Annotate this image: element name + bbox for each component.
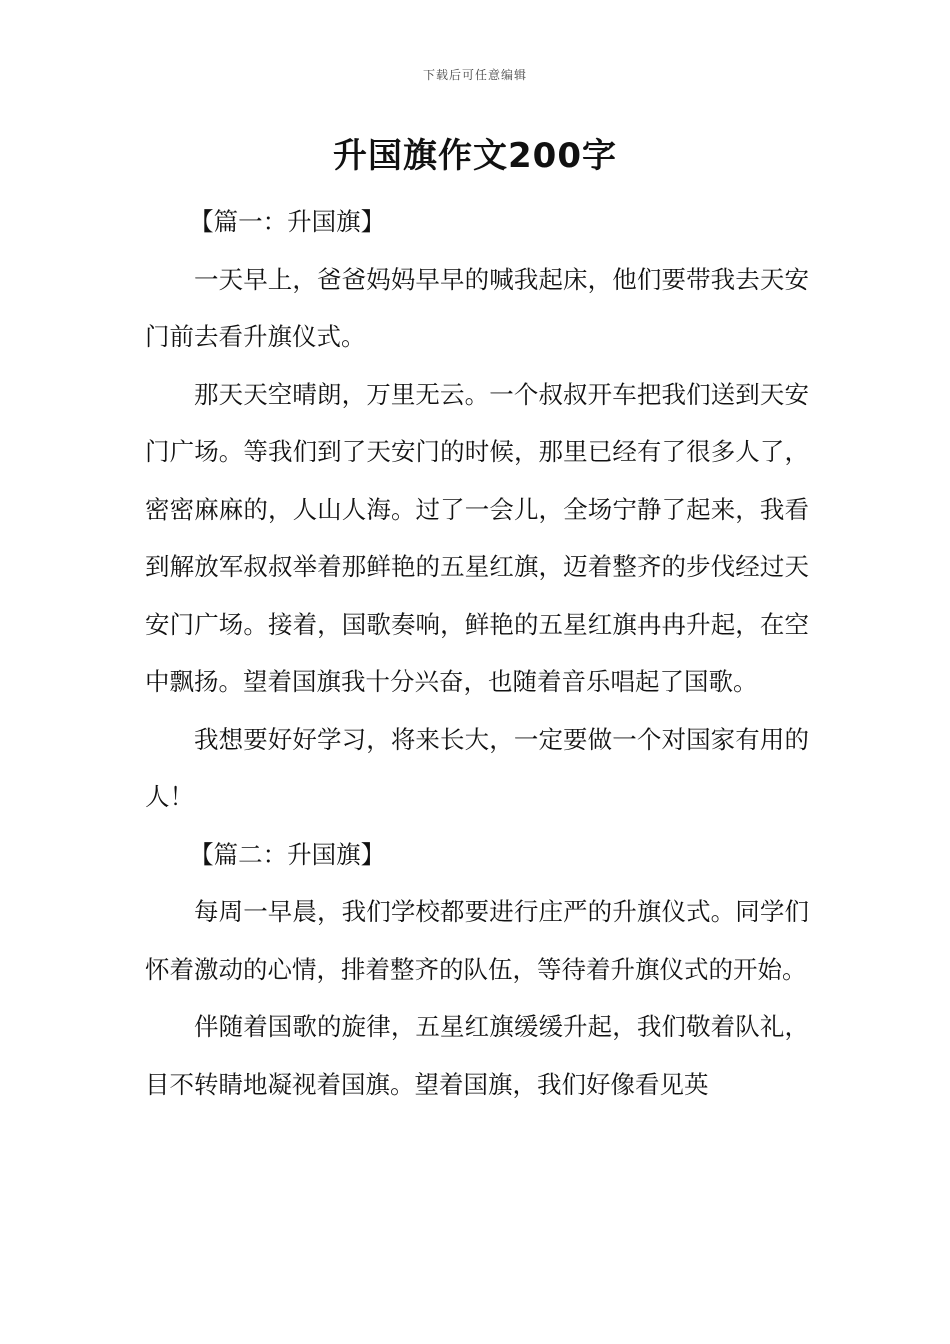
paragraph: 一天早上，爸爸妈妈早早的喊我起床，他们要带我去天安门前去看升旗仪式。 (145, 264, 809, 351)
section-heading-2: 【篇二：升国旗】 (189, 839, 386, 869)
section-heading-1: 【篇一：升国旗】 (189, 207, 386, 236)
paragraph: 伴随着国歌的旋律，五星红旗缓缓升起，我们敬着队礼，目不转睛地凝视着国旗。望着国旗，我们好像看见英 (145, 1012, 809, 1099)
document-title: 升国旗作文200字 (333, 136, 617, 176)
header-note: 下载后可任意编辑 (422, 68, 527, 82)
paragraph: 每周一早晨，我们学校都要进行庄严的升旗仪式。同学们怀着激动的心情，排着整齐的队伍，等待着升旗仪式的开始。 (145, 897, 809, 984)
document-body (145, 193, 809, 1113)
paragraph: 那天天空晴朗，万里无云。一个叔叔开车把我们送到天安门广场。等我们到了天安门的时候，那里已经有了很多人了，密密麻麻的，人山人海。过了一会儿，全场宁静了起来，我看到解放军叔叔举着那鲜艳的五星红旗，迈着整齐的步伐经过天安门广场。接着，国歌奏响，鲜艳的五星红旗冉冉升起，在空中飘扬。望着国旗我十分兴奋，也随着音乐唱起了国歌。 (145, 379, 809, 696)
paragraph: 我想要好好学习，将来长大，一定要做一个对国家有用的人！ (145, 724, 809, 811)
